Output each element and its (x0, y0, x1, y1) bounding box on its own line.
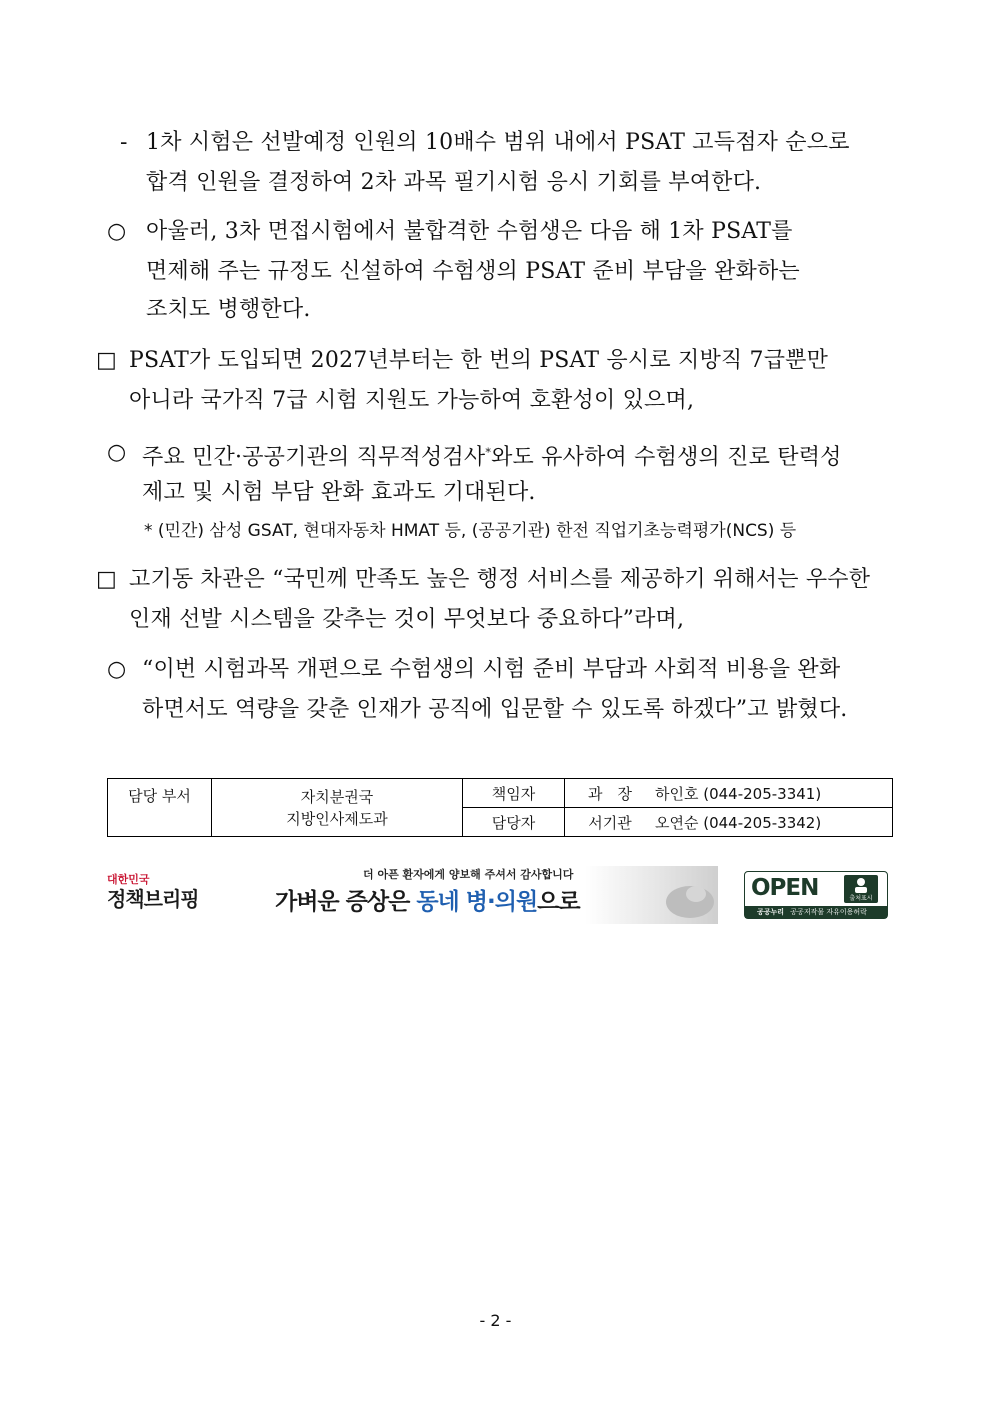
p2-line2: 면제해 주는 규정도 신설하여 수험생의 PSAT 준비 부담을 완화하는 (146, 259, 800, 284)
page-number: - 2 - (479, 1311, 512, 1330)
open-label: OPEN (751, 875, 819, 901)
attribution-icon (844, 875, 878, 903)
p2-line3: 조치도 병행한다. (146, 297, 311, 322)
title-cell (565, 808, 656, 837)
banner-main-b: 동네 병·의원 (416, 889, 538, 915)
p3-line1: PSAT가 도입되면 2027년부터는 한 번의 PSAT 응시로 지방직 7급뿐만 (129, 348, 829, 373)
title-officer: 서기관 (588, 813, 632, 832)
circle-mark: ○ (107, 657, 127, 682)
dept-line1: 자치분권국 (300, 787, 374, 806)
person-contact: 하인호 (044-205-3341) (655, 784, 822, 803)
role-staff: 담당자 (491, 813, 536, 832)
banner-main-c: 으로 (537, 889, 580, 915)
p5-line1: 고기동 차관은 “국민께 만족도 높은 행정 서비스를 제공하기 위해서는 우수한 (129, 567, 871, 592)
person-contact: 오연순 (044-205-3342) (655, 813, 822, 832)
logo-small-text: 대한민국 (107, 873, 150, 886)
circle-mark: ○ (107, 219, 127, 244)
banner-main-text (275, 883, 580, 916)
p4-line1 (142, 433, 842, 478)
person-cell (655, 779, 893, 808)
korea-policy-briefing-logo (107, 874, 217, 924)
square-mark: □ (96, 348, 117, 373)
kogl-open-logo (744, 871, 888, 919)
kogl-sub-b: 공공저작물 자유이용허락 (790, 908, 867, 916)
title-cell (565, 779, 656, 808)
hand-image-icon (656, 872, 716, 922)
p6-line1: “이번 시험과목 개편으로 수험생의 시험 준비 부담과 사회적 비용을 완화 (142, 657, 841, 682)
banner-top-text: 더 아픈 환자에게 양보해 주셔서 감사합니다 (363, 868, 574, 881)
p5-line2: 인재 선발 시스템을 갖추는 것이 무엇보다 중요하다”라며, (129, 607, 685, 632)
dept-header: 담당 부서 (128, 787, 191, 805)
p4-line1-a: 주요 민간·공공기관의 직무적성검사 (142, 445, 486, 470)
dash-mark: - (120, 130, 128, 155)
contact-table (107, 778, 893, 837)
person-cell (655, 808, 893, 837)
title-manager: 과 장 (588, 784, 632, 803)
dept-line2: 지방인사제도과 (286, 809, 388, 828)
footnote: * (민간) 삼성 GSAT, 현대자동차 HMAT 등, (공공기관) 한전 직업기초능력평가(NCS) 등 (144, 521, 797, 541)
p1-line2: 합격 인원을 결정하여 2차 과목 필기시험 응시 기회를 부여한다. (146, 170, 762, 195)
clinic-campaign-banner (275, 866, 718, 924)
kogl-sub-a: 공공누리 (757, 908, 785, 916)
dept-name-cell (212, 779, 463, 837)
attribution-badge-text: 출처표시 (849, 895, 873, 902)
p1-line1: 1차 시험은 선발예정 인원의 10배수 범위 내에서 PSAT 고득점자 순으로 (146, 130, 850, 155)
p6-line2: 하면서도 역량을 갖춘 인재가 공직에 입문할 수 있도록 하겠다”고 밝혔다. (142, 697, 848, 722)
p3-line2: 아니라 국가직 7급 시험 지원도 가능하여 호환성이 있으며, (129, 388, 695, 413)
role-cell (463, 779, 565, 808)
p2-line1: 아울러, 3차 면접시험에서 불합격한 수험생은 다음 해 1차 PSAT를 (146, 219, 793, 244)
p4-line2: 제고 및 시험 부담 완화 효과도 기대된다. (142, 480, 536, 505)
kogl-sub-bar (745, 906, 887, 918)
role-cell (463, 808, 565, 837)
dept-header-cell (108, 779, 212, 837)
logo-big-text: 정책브리핑 (107, 887, 199, 911)
banner-main-a: 가벼운 증상은 (275, 889, 417, 915)
circle-mark: ○ (107, 440, 127, 465)
square-mark: □ (96, 567, 117, 592)
role-responsible: 책임자 (491, 784, 536, 803)
p4-line1-b: 와도 유사하여 수험생의 진로 탄력성 (491, 445, 842, 470)
footnote-marker: * (485, 446, 492, 459)
